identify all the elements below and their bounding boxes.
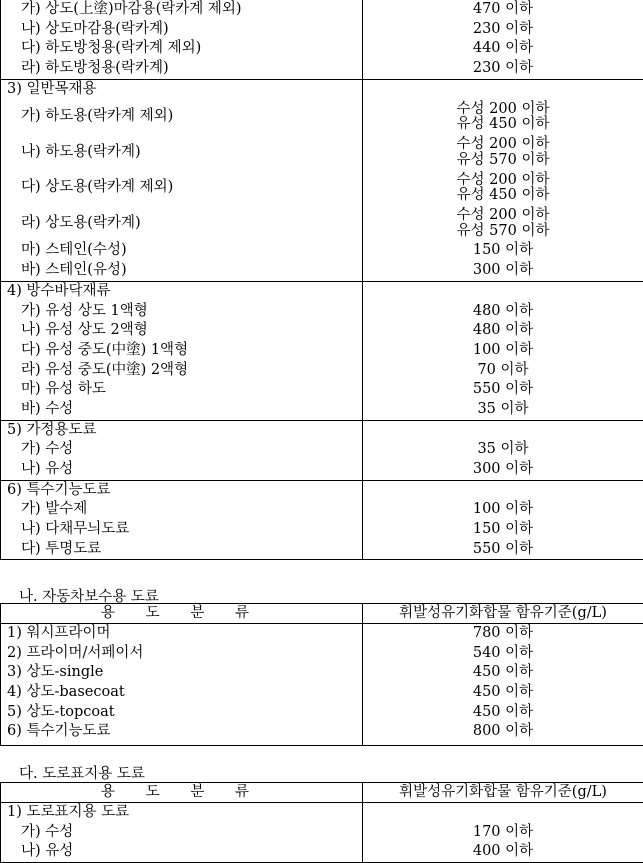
value-cell: 300 이하: [363, 261, 643, 281]
table-row: [1, 0, 643, 79]
value-column: [363, 803, 643, 863]
list-item: 나) 상도마감용(락카계): [7, 20, 362, 40]
value-cell: 450 이하: [363, 683, 643, 703]
list-item: 나) 유성: [7, 842, 362, 862]
group-5-labels: [1, 420, 363, 480]
list-item: 바) 스테인(유성): [7, 261, 362, 281]
list-item: 가) 발수제: [7, 500, 362, 520]
group-6-labels: [1, 480, 363, 560]
list-item: 바) 수성: [7, 400, 362, 420]
group-5-values: [363, 420, 643, 480]
group-4-labels: [1, 281, 363, 420]
list-item: 4) 상도-basecoat: [7, 683, 362, 703]
value-cell: 480 이하: [363, 302, 643, 322]
value-cell: 550 이하: [363, 380, 643, 400]
list-item: 5) 상도-topcoat: [7, 703, 362, 723]
section-heading-road-marking: 다. 도로표지용 도료: [19, 762, 145, 783]
list-item: 나) 유성 상도 2액형: [7, 321, 362, 341]
value-column: [363, 624, 643, 746]
list-item: 다) 하도방청용(락카계 제외): [7, 39, 362, 59]
value-cell: 수성 200 이하 유성 450 이하: [363, 170, 643, 206]
table-row: [1, 480, 643, 560]
group-title: 6) 특수기능도료: [7, 481, 362, 501]
value-cell: 150 이하: [363, 520, 643, 540]
table-row: [1, 420, 643, 480]
value-cell: 470 이하: [363, 0, 643, 20]
value-cell: 450 이하: [363, 703, 643, 723]
value-cell: 수성 200 이하 유성 450 이하: [363, 99, 643, 135]
header-category: 용 도 분 류: [1, 604, 363, 624]
table-header-row: [1, 604, 643, 624]
value-cell: 170 이하: [363, 823, 643, 843]
group-3-labels: [1, 79, 363, 281]
list-item: 다) 유성 중도(中塗) 1액형: [7, 341, 362, 361]
list-item: 나) 다채무늬도료: [7, 520, 362, 540]
value-cell: 450 이하: [363, 663, 643, 683]
list-item: 마) 스테인(수성): [7, 241, 362, 261]
group-4-values: [363, 281, 643, 420]
group-title: 1) 도로표지용 도료: [7, 803, 362, 823]
value-cell: 550 이하: [363, 540, 643, 560]
header-standard: 휘발성유기화합물 함유기준(g/L): [363, 604, 643, 624]
list-item: 마) 유성 하도: [7, 380, 362, 400]
value-cell: 70 이하: [363, 361, 643, 381]
table-row: [1, 281, 643, 420]
table-row: [1, 79, 643, 281]
group-title: 3) 일반목재용: [7, 80, 362, 100]
value-cell: 35 이하: [363, 440, 643, 460]
list-item: 가) 상도(上塗)마감용(락카계 제외): [7, 0, 362, 20]
value-cell: 300 이하: [363, 460, 643, 480]
list-item: 나) 유성: [7, 460, 362, 480]
value-cell: 480 이하: [363, 321, 643, 341]
group-3-values: [363, 79, 643, 281]
list-item: 1) 워시프라이머: [7, 624, 362, 644]
list-item: 3) 상도-single: [7, 663, 362, 683]
value-cell: 150 이하: [363, 241, 643, 261]
group-2-labels: [1, 0, 363, 79]
value-cell: 540 이하: [363, 644, 643, 664]
value-cell: 230 이하: [363, 20, 643, 40]
voc-table-road-marking: [0, 782, 643, 863]
group-2-values: [363, 0, 643, 79]
list-item: 나) 하도용(락카계): [7, 135, 362, 171]
list-item: 라) 하도방청용(락카계): [7, 59, 362, 79]
list-item: 라) 유성 중도(中塗) 2액형: [7, 361, 362, 381]
list-item: 가) 하도용(락카계 제외): [7, 99, 362, 135]
list-item: 가) 수성: [7, 440, 362, 460]
list-item: 다) 상도용(락카계 제외): [7, 170, 362, 206]
group-title: 5) 가정용도료: [7, 421, 362, 441]
list-item: 6) 특수기능도료: [7, 722, 362, 742]
header-category: 용 도 분 류: [1, 783, 363, 803]
header-standard: 휘발성유기화합물 함유기준(g/L): [363, 783, 643, 803]
value-cell: 230 이하: [363, 59, 643, 79]
value-cell: 800 이하: [363, 722, 643, 742]
group-6-values: [363, 480, 643, 560]
value-cell: 400 이하: [363, 842, 643, 862]
voc-table-automotive: [0, 603, 643, 746]
table-header-row: [1, 783, 643, 803]
list-item: 가) 유성 상도 1액형: [7, 302, 362, 322]
table-row: [1, 803, 643, 863]
value-cell: 100 이하: [363, 341, 643, 361]
group-title: 4) 방수바닥재류: [7, 282, 362, 302]
value-cell: 35 이하: [363, 400, 643, 420]
list-item: 라) 상도용(락카계): [7, 206, 362, 242]
category-cell: [1, 624, 363, 746]
value-cell: 수성 200 이하 유성 570 이하: [363, 135, 643, 171]
list-item: 가) 수성: [7, 823, 362, 843]
value-cell: 수성 200 이하 유성 570 이하: [363, 206, 643, 242]
category-cell: [1, 803, 363, 863]
value-cell: 100 이하: [363, 500, 643, 520]
list-item: 다) 투명도료: [7, 540, 362, 560]
list-item: 2) 프라이머/서페이서: [7, 644, 362, 664]
table-row: [1, 624, 643, 746]
value-cell: 780 이하: [363, 624, 643, 644]
section-heading-automotive: 나. 자동차보수용 도료: [19, 585, 159, 606]
value-cell: 440 이하: [363, 39, 643, 59]
